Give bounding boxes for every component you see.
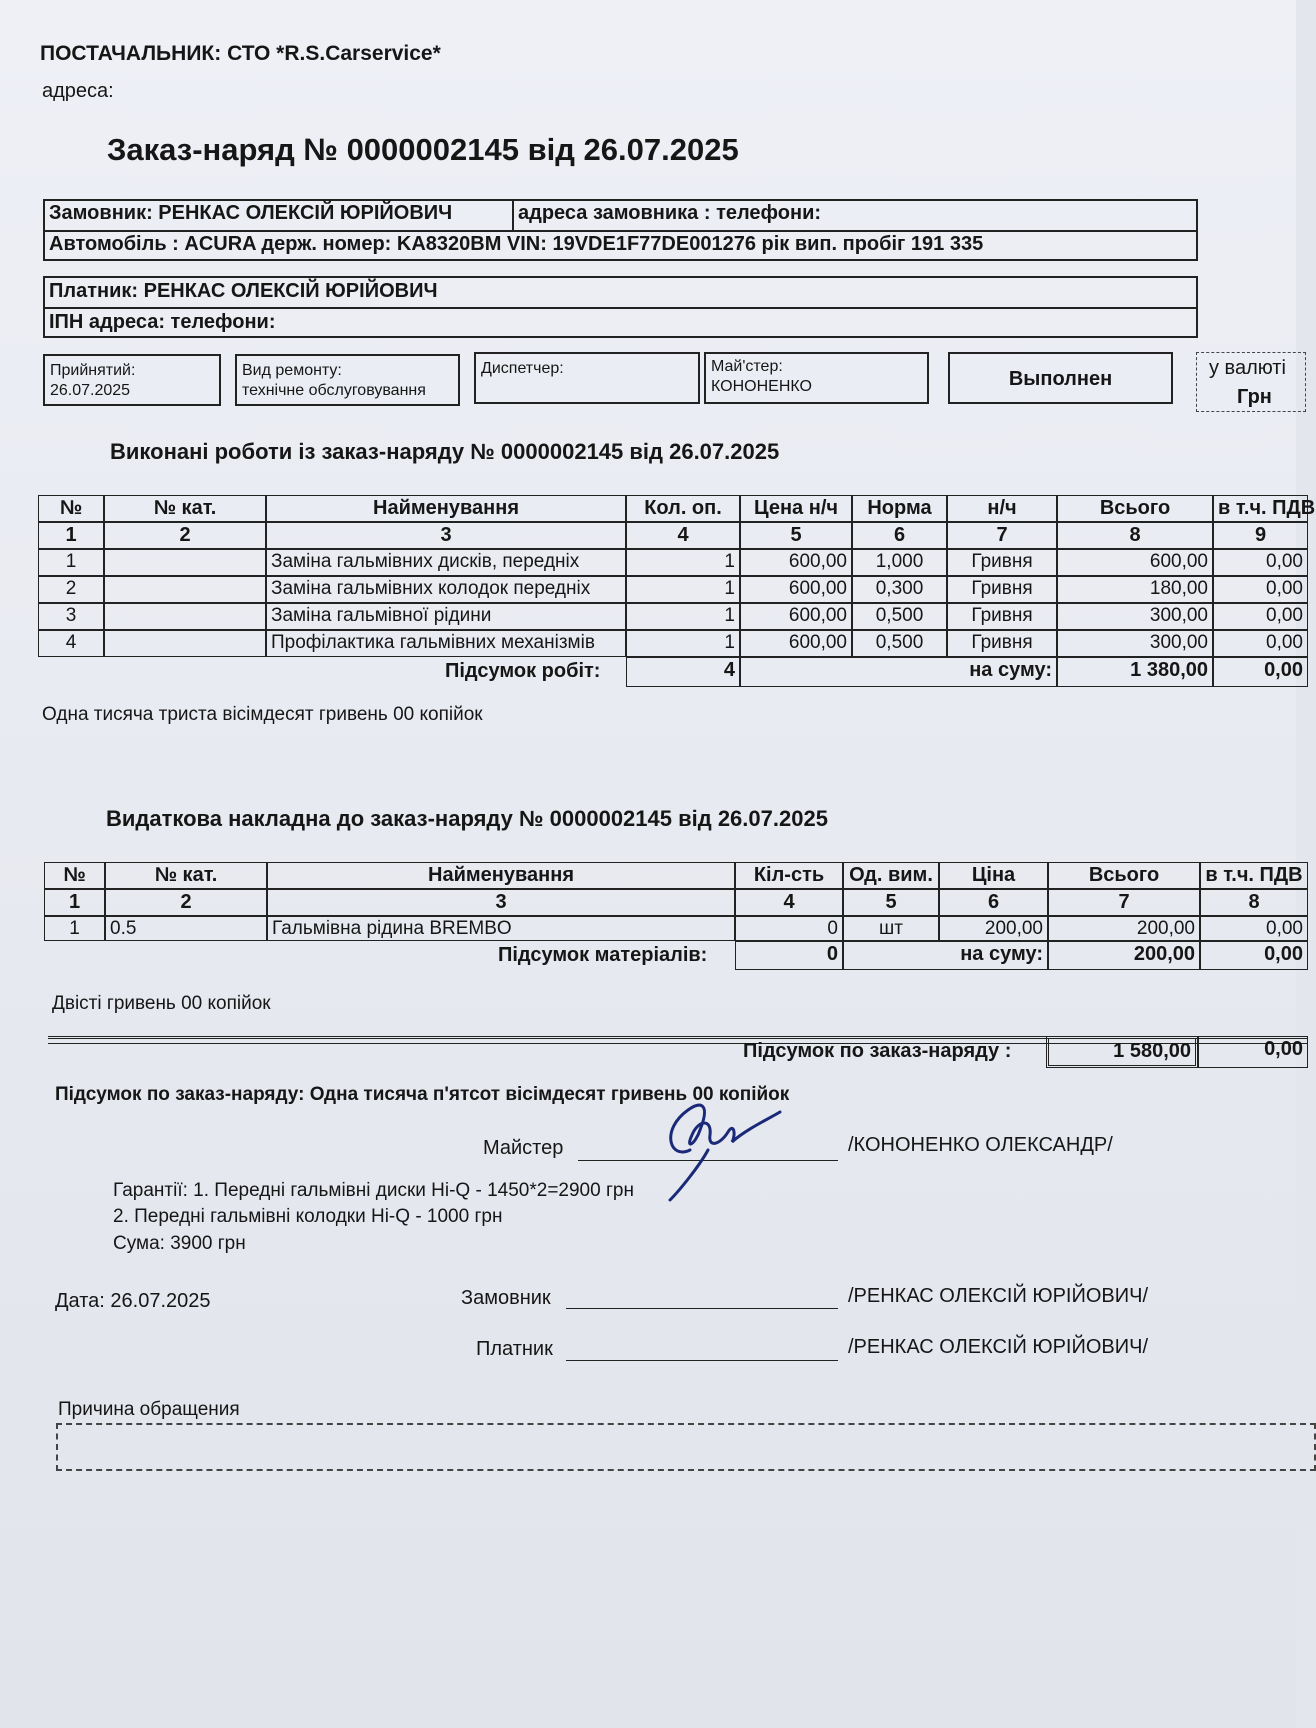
works-cell: Профілактика гальмівних механізмів — [266, 630, 626, 657]
materials-cell: 200,00 — [939, 916, 1048, 941]
supplier-address-label: адреса: — [42, 80, 114, 102]
materials-subtotal-count: 0 — [735, 941, 843, 970]
materials-subtotal-label: Підсумок матеріалів: — [498, 944, 708, 966]
payer-sign-name: /РЕНКАС ОЛЕКСІЙ ЮРІЙОВИЧ/ — [848, 1336, 1149, 1358]
accepted-value: 26.07.2025 — [50, 382, 131, 399]
materials-header-cell: Найменування — [267, 862, 735, 889]
customer-sign-label: Замовник — [461, 1287, 551, 1309]
works-header-cell: Всього — [1057, 495, 1213, 522]
works-header-cell: в т.ч. ПДВ — [1213, 495, 1308, 522]
dispatcher-box — [474, 352, 700, 404]
guarantee-sum: Сума: 3900 грн — [113, 1233, 246, 1254]
works-cell: Гривня — [947, 630, 1057, 657]
payer-line: Платник: РЕНКАС ОЛЕКСІЙ ЮРІЙОВИЧ — [49, 280, 438, 302]
materials-cell: 0,00 — [1200, 916, 1308, 941]
works-cell: 0,500 — [852, 603, 947, 630]
materials-cell: 0.5 — [105, 916, 267, 941]
works-header-cell: Найменування — [266, 495, 626, 522]
materials-header-cell: № — [44, 862, 105, 889]
master-label: Май'стер: — [711, 358, 783, 375]
works-cell: 600,00 — [740, 576, 852, 603]
supplier-line — [40, 42, 441, 66]
materials-column-number: 6 — [939, 889, 1048, 916]
total-value: 1 580,00 — [1046, 1036, 1198, 1068]
works-cell: 0,300 — [852, 576, 947, 603]
payer-sign-line — [566, 1360, 838, 1361]
currency-value: Грн — [1237, 386, 1272, 408]
materials-header-cell: Всього — [1048, 862, 1200, 889]
works-cell: Гривня — [947, 576, 1057, 603]
materials-column-number: 7 — [1048, 889, 1200, 916]
materials-header-cell: Кіл-сть — [735, 862, 843, 889]
works-cell — [104, 630, 266, 657]
status-text: Выполнен — [1008, 368, 1113, 390]
guarantee-line-1: Гарантії: 1. Передні гальмівні диски Hi-Q - 1450*2=2900 грн — [113, 1180, 634, 1201]
accepted-label: Прийнятий: — [50, 362, 136, 379]
works-cell: Заміна гальмівних дисків, передніх — [266, 549, 626, 576]
works-cell: 0,00 — [1213, 576, 1308, 603]
works-header-cell: Норма — [852, 495, 947, 522]
works-cell: 0,00 — [1213, 630, 1308, 657]
date-line: Дата: 26.07.2025 — [55, 1290, 211, 1312]
currency-label: у валюті — [1209, 357, 1286, 379]
materials-header-cell: Ціна — [939, 862, 1048, 889]
works-cell: 600,00 — [740, 603, 852, 630]
customer-line: Замовник: РЕНКАС ОЛЕКСІЙ ЮРІЙОВИЧ — [49, 202, 453, 224]
payer-sign-label: Платник — [476, 1338, 553, 1360]
works-vat-value: 0,00 — [1213, 657, 1308, 687]
materials-title: Видаткова накладна до заказ-наряду № 0000002145 від 26.07.2025 — [106, 806, 828, 831]
accepted-box — [43, 354, 221, 406]
currency-box — [1196, 352, 1306, 412]
works-header-cell: Цена н/ч — [740, 495, 852, 522]
master-box — [704, 352, 929, 404]
customer-divider — [43, 230, 1198, 232]
master-sign-label: Майстер — [483, 1137, 564, 1159]
works-sum-words: Одна тисяча триста вісімдесят гривень 00 копійок — [42, 704, 483, 725]
materials-column-number: 2 — [105, 889, 267, 916]
works-cell: 3 — [38, 603, 104, 630]
materials-vat-value: 0,00 — [1200, 941, 1308, 970]
works-column-number: 6 — [852, 522, 947, 549]
works-cell: 180,00 — [1057, 576, 1213, 603]
supplier-name: СТО *R.S.Carservice* — [227, 42, 441, 65]
works-cell: 0,500 — [852, 630, 947, 657]
supplier-label: ПОСТАЧАЛЬНИК: — [40, 42, 222, 65]
works-column-number: 1 — [38, 522, 104, 549]
works-cell: 4 — [38, 630, 104, 657]
works-cell — [104, 576, 266, 603]
page-title: Заказ-наряд № 0000002145 від 26.07.2025 — [107, 132, 739, 167]
works-column-number: 8 — [1057, 522, 1213, 549]
customer-col-divider — [512, 199, 514, 230]
works-column-number: 4 — [626, 522, 740, 549]
works-cell: 1,000 — [852, 549, 947, 576]
materials-cell: 0 — [735, 916, 843, 941]
works-cell: 600,00 — [740, 549, 852, 576]
materials-sum-label: на суму: — [843, 941, 1048, 970]
works-sum-value: 1 380,00 — [1057, 657, 1213, 687]
works-cell — [104, 549, 266, 576]
works-cell: 0,00 — [1213, 549, 1308, 576]
materials-sum-words: Двісті гривень 00 копійок — [52, 993, 271, 1014]
works-cell: 0,00 — [1213, 603, 1308, 630]
works-cell: 600,00 — [740, 630, 852, 657]
total-label: Підсумок по заказ-наряду : — [743, 1040, 1012, 1062]
customer-sign-line — [566, 1308, 838, 1309]
works-subtotal-count: 4 — [626, 657, 740, 687]
materials-sum-value: 200,00 — [1048, 941, 1200, 970]
works-column-number: 3 — [266, 522, 626, 549]
works-cell: 300,00 — [1057, 630, 1213, 657]
materials-header-cell: Од. вим. — [843, 862, 939, 889]
materials-header-cell: в т.ч. ПДВ — [1200, 862, 1308, 889]
master-value: КОНОНЕНКО — [711, 378, 812, 395]
works-cell: 2 — [38, 576, 104, 603]
customer-sign-name: /РЕНКАС ОЛЕКСІЙ ЮРІЙОВИЧ/ — [848, 1285, 1149, 1307]
materials-header-cell: № кат. — [105, 862, 267, 889]
works-header-cell: н/ч — [947, 495, 1057, 522]
materials-column-number: 5 — [843, 889, 939, 916]
works-cell: 1 — [626, 549, 740, 576]
materials-column-number: 1 — [44, 889, 105, 916]
works-subtotal-label: Підсумок робіт: — [445, 660, 601, 682]
works-title: Виконані роботи із заказ-наряду № 0000002145 від 26.07.2025 — [110, 439, 780, 464]
works-cell: Гривня — [947, 603, 1057, 630]
materials-column-number: 3 — [267, 889, 735, 916]
total-sum-words: Підсумок по заказ-наряду: Одна тисяча п'ятсот вісімдесят гривень 00 копійок — [55, 1084, 790, 1105]
works-cell: 1 — [626, 576, 740, 603]
signature-icon — [640, 1090, 780, 1190]
works-column-number: 2 — [104, 522, 266, 549]
materials-cell: шт — [843, 916, 939, 941]
payer-divider — [43, 307, 1198, 309]
total-vat: 0,00 — [1198, 1036, 1308, 1068]
works-cell: Заміна гальмівних колодок передніх — [266, 576, 626, 603]
works-header-cell: № кат. — [104, 495, 266, 522]
master-sign-name: /КОНОНЕНКО ОЛЕКСАНДР/ — [848, 1134, 1113, 1156]
works-column-number: 9 — [1213, 522, 1308, 549]
materials-column-number: 4 — [735, 889, 843, 916]
works-header-cell: № — [38, 495, 104, 522]
materials-column-number: 8 — [1200, 889, 1308, 916]
car-line: Автомобіль : ACURA держ. номер: KA8320BM VIN: 19VDE1F77DE001276 рік вип. пробіг 191 335 — [49, 233, 984, 255]
works-cell — [104, 603, 266, 630]
materials-cell: 200,00 — [1048, 916, 1200, 941]
works-cell: 600,00 — [1057, 549, 1213, 576]
works-column-number: 5 — [740, 522, 852, 549]
repair-type-box — [235, 354, 460, 406]
works-cell: 1 — [38, 549, 104, 576]
status-box — [948, 352, 1173, 404]
reason-label: Причина обращения — [58, 1399, 240, 1420]
materials-cell: 1 — [44, 916, 105, 941]
payer-ipn-line: ІПН адреса: телефони: — [49, 311, 276, 333]
works-cell: 300,00 — [1057, 603, 1213, 630]
guarantee-line-2: 2. Передні гальмівні колодки Hi-Q - 1000 грн — [113, 1206, 503, 1227]
works-column-number: 7 — [947, 522, 1057, 549]
customer-address-phone: адреса замовника : телефони: — [518, 202, 822, 224]
works-cell: Заміна гальмівної рідини — [266, 603, 626, 630]
works-sum-label: на суму: — [740, 657, 1057, 687]
works-header-cell: Кол. оп. — [626, 495, 740, 522]
repair-type-label: Вид ремонту: — [242, 362, 342, 379]
dispatcher-label: Диспетчер: — [481, 360, 564, 377]
works-cell: 1 — [626, 603, 740, 630]
works-cell: Гривня — [947, 549, 1057, 576]
materials-cell: Гальмівна рідина BREMBO — [267, 916, 735, 941]
reason-box — [56, 1423, 1316, 1471]
works-cell: 1 — [626, 630, 740, 657]
repair-type-value: технічне обслуговування — [242, 382, 426, 399]
